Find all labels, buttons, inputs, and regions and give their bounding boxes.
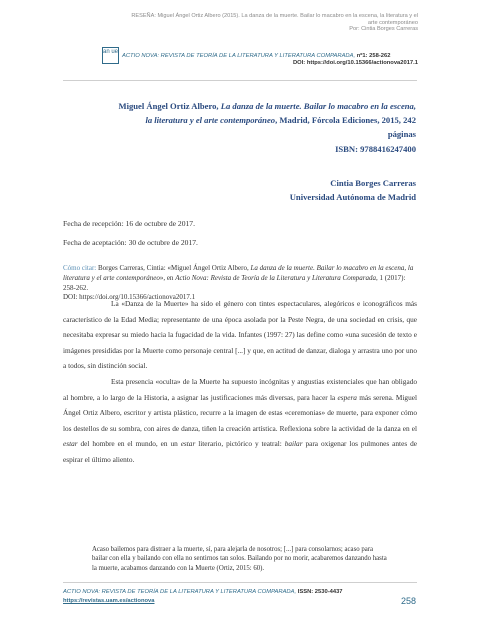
footer-issn: ISSN: 2530-4437: [297, 589, 343, 595]
footer-journal: ACTIO NOVA: REVISTA DE TEORÍA DE LA LITERATURA Y LITERATURA COMPARADA,: [63, 589, 297, 595]
submission-dates: [63, 214, 198, 252]
book-pages: páginas: [387, 129, 416, 140]
review-title: [63, 99, 416, 156]
journal-issue: nº1: 258-262: [356, 53, 391, 59]
citation-text: Borges Carreras, Cintia: «Miguel Ángel Ortiz Albero,: [96, 264, 251, 272]
book-title: La danza de la muerte. Bailar lo macabro en la escena,: [220, 101, 416, 111]
page-number: 258: [400, 596, 416, 606]
book-author: Miguel Ángel Ortiz Albero,: [118, 101, 219, 111]
received-date: Fecha de recepción: 16 de octubre de 2017.: [63, 219, 195, 228]
paragraph-2: [63, 374, 417, 468]
reviewer-affiliation: Universidad Autónoma de Madrid: [289, 192, 416, 203]
book-publisher: , Madrid, Fórcola Ediciones, 2015, 242: [275, 115, 416, 126]
header-doi: DOI: https://doi.org/10.15366/actionova2017.1: [293, 59, 418, 66]
running-header-author: Por: Cintia Borges Carreras: [349, 26, 418, 33]
running-header-title-cont: arte contemporáneo: [367, 19, 418, 26]
running-header-title: RESEÑA: Miguel Ángel Ortiz Albero (2015). La danza de la muerte. Bailar lo macabro en la escena, la literatura y el: [131, 13, 418, 19]
footer: [63, 588, 343, 606]
p2-italic-estar-2: estar: [180, 439, 196, 449]
p2-italic-espera: espera: [337, 392, 357, 402]
p2-italic-bailar: bailar: [284, 439, 303, 449]
p2-text-c: del hombre en el mundo, en un: [77, 439, 181, 449]
p2-text-a: Esta presencia «oculta» de la Muerte ha supuesto incógnitas y angustias existenciales que han obligado al hombre, a lo largo de la Historia, a asignar las justificaciones más diversas, para hacer la: [63, 376, 417, 402]
p2-text-b: más serena. Miguel Ángel Ortiz Albero, escritor y artista plástico, recurre a la imagen de estas «ceremonias» de muerte, para exponer cómo los destellos de su sombra, con aires de danza, tiñen la creación artística. Reflexiona sobre la actividad de la danza en el: [63, 392, 417, 433]
citation-doi: DOI: https://doi.org/10.15366/actionova2017.1: [63, 293, 196, 302]
running-header: [38, 13, 418, 33]
p2-text-e: para oxigenar los pulmones antes de espirar el último aliento.: [63, 439, 417, 464]
review-author-block: [290, 176, 416, 204]
citation-text-b: », en: [159, 273, 176, 282]
body-text: [63, 296, 417, 468]
footer-url-link[interactable]: https://revistas.uam.es/actionova: [63, 598, 155, 604]
citation-title: La danza de la muerte. Bailar lo macabro en la escena, la literatura y el arte contemporáneo: [63, 264, 414, 282]
journal-header: [122, 53, 418, 67]
citation-journal: Actio Nova: Revista de Teoría de la Literatura y Literatura Comparada: [175, 273, 376, 282]
p2-italic-estar: estar: [63, 439, 78, 449]
block-quote: Acaso bailemos para distraer a la muerte, sí, para alejarla de nosotros; [...] para consolarnos; acaso para bailar con ella y bailando con ella no sentirnos tan solos. Bailando por no morir, acabaremos danzando hasta la muerte, acabamos danzando con la Muerte (Ortiz, 2015: 60).: [92, 546, 387, 572]
accepted-date: Fecha de aceptación: 30 de octubre de 2017.: [63, 238, 198, 247]
book-title-cont: la literatura y el arte contemporáneo: [145, 115, 276, 126]
paragraph-1: La «Danza de la Muerte» ha sido el género con tintes espectaculares, alegóricos e iconográficos más característico de la Edad Media; representante de una época asolada por la Peste Negra, de una sociedad en crisis, que necesitaba expresar su miedo hacia la fugacidad de la vida. Infantes (1997: 27) las define como «una sucesión de texto e imágenes presididas por la Muerte como personaje central [...] y que, en actitud de danzar, dialoga y arrastra uno por uno a todos, sin distinción social.: [63, 299, 417, 371]
p2-text-d: literario, pictórico y teatral:: [195, 439, 285, 449]
citation-label: Cómo citar:: [63, 264, 97, 272]
journal-logo: an ue: [102, 47, 119, 64]
citation-issue: , 1 (2017): 258-262.: [63, 273, 406, 292]
book-isbn: ISBN: 9788416247400: [335, 143, 416, 154]
footer-divider: [63, 582, 417, 583]
reviewer-name: Cintia Borges Carreras: [330, 178, 416, 188]
journal-name: ACTIO NOVA: REVISTA DE TEORÍA DE LA LITERATURA Y LITERATURA COMPARADA,: [122, 53, 356, 59]
header-divider: [63, 80, 417, 81]
